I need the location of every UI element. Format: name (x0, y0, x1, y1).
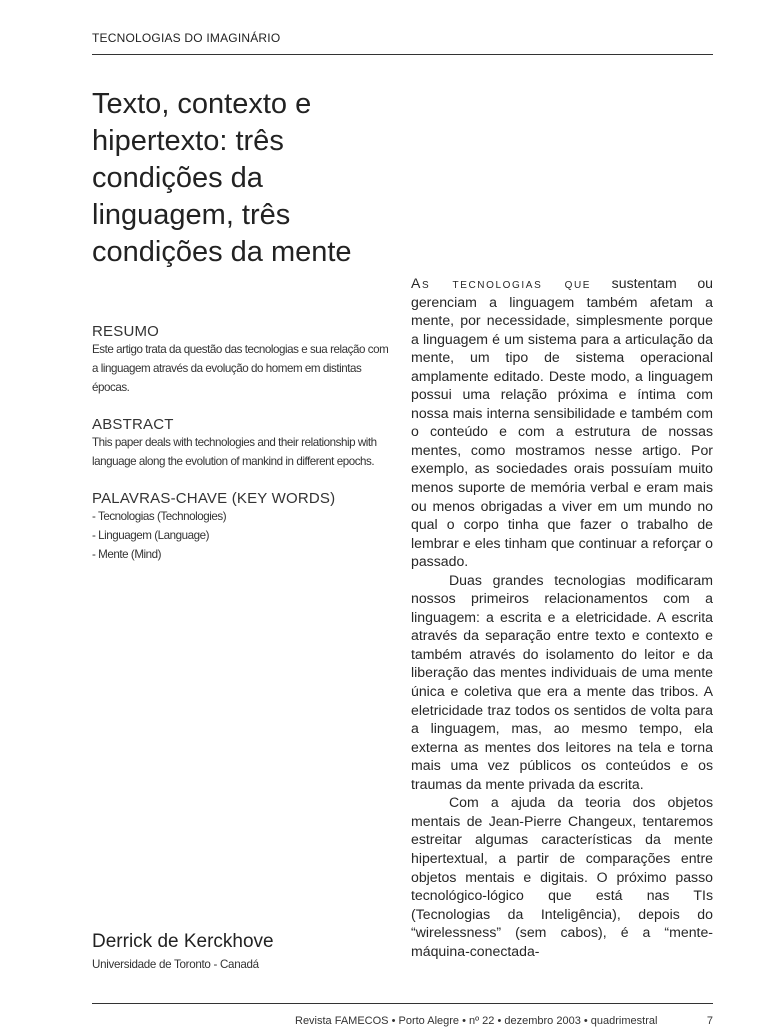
footer (295, 1015, 715, 1027)
title-block (92, 86, 397, 271)
keyword-item: - Tecnologias (Technologies) (92, 510, 227, 523)
footer-citation: Revista FAMECOS • Porto Alegre • nº 22 • dezembro 2003 • quadrimestral (295, 1015, 658, 1027)
lead-in: As tecnologias que (411, 275, 592, 291)
body-paragraph-1 (411, 274, 713, 571)
resumo-heading: RESUMO (92, 323, 160, 340)
body-text (411, 274, 713, 1000)
keywords-heading: PALAVRAS-CHAVE (KEY WORDS) (92, 490, 336, 507)
body-paragraph-2: Duas grandes tecnologias modificaram nossos primeiros relacionamentos com a linguagem: a escrita e a eletricidade. A escrita através da separação entre texto e contexto e também através do isolamento do leitor e da liberação das mentes individuais de uma mente única e coletiva que era a mente das tribos. A eletricidade traz todos os sentidos de volta para a linguagem, mas, ao mesmo tempo, ela externa as mentes dos leitores na tela e torna mais uma vez públicos os conteúdos e os traumas da mente privada da escrita. (411, 571, 713, 792)
keywords-section (92, 490, 397, 564)
abstract-section (92, 416, 397, 471)
author-name: Derrick de Kerckhove (92, 931, 274, 952)
keyword-item: - Mente (Mind) (92, 548, 162, 561)
page-number: 7 (706, 1015, 713, 1027)
abstract-heading: ABSTRACT (92, 416, 174, 433)
paragraph-1-text: sustentam ou gerenciam a linguagem também afetam a mente, por necessidade, simplesmente porque a linguagem é um sistema para a articulação da mente, um tipo de sistema operacional amplamente editado. Deste modo, a linguagem possui uma relação próxima e íntima com nossa mais interna sensibilidade e também com o conteúdo e com a estrutura de nossas mentes, como mostramos nesse artigo. Por exemplo, as sociedades orais possuíam muito menos suporte de memória verbal e eram mais ou menos obrigadas a viver em um mundo no qual o corpo tinha que fazer o trabalho de lembrar e eles tinham que continuar a reforçar o passado. (411, 275, 713, 570)
article-title: Texto, contexto e hipertexto: três condições da linguagem, três condições da mente (92, 88, 352, 268)
author-block (92, 931, 397, 971)
running-head: TECNOLOGIAS DO IMAGINÁRIO (92, 31, 281, 45)
keywords-list (92, 507, 397, 564)
keyword-item: - Linguagem (Language) (92, 529, 210, 542)
abstract-body: This paper deals with technologies and their relationship with language along the evolution of mankind in different epochs. (92, 436, 377, 468)
author-affiliation: Universidade de Toronto - Canadá (92, 958, 259, 971)
body-paragraph-3: Com a ajuda da teoria dos objetos mentais de Jean-Pierre Changeux, tentaremos estreitar algumas características da mente hipertextual, a partir de comparações entre objetos mentais e digitais. O próximo passo tecnológico-lógico que está nas TIs (Tecnologias da Inteligência), depois do “wirelessness” (sem cabos), é a “mente-máquina-conectada- (411, 794, 713, 959)
resumo-body: Este artigo trata da questão das tecnologias e sua relação com a linguagem através da evolução do homem em distintas épocas. (92, 343, 389, 394)
top-rule (92, 54, 713, 55)
bottom-rule (92, 1003, 713, 1004)
resumo-section (92, 323, 397, 397)
